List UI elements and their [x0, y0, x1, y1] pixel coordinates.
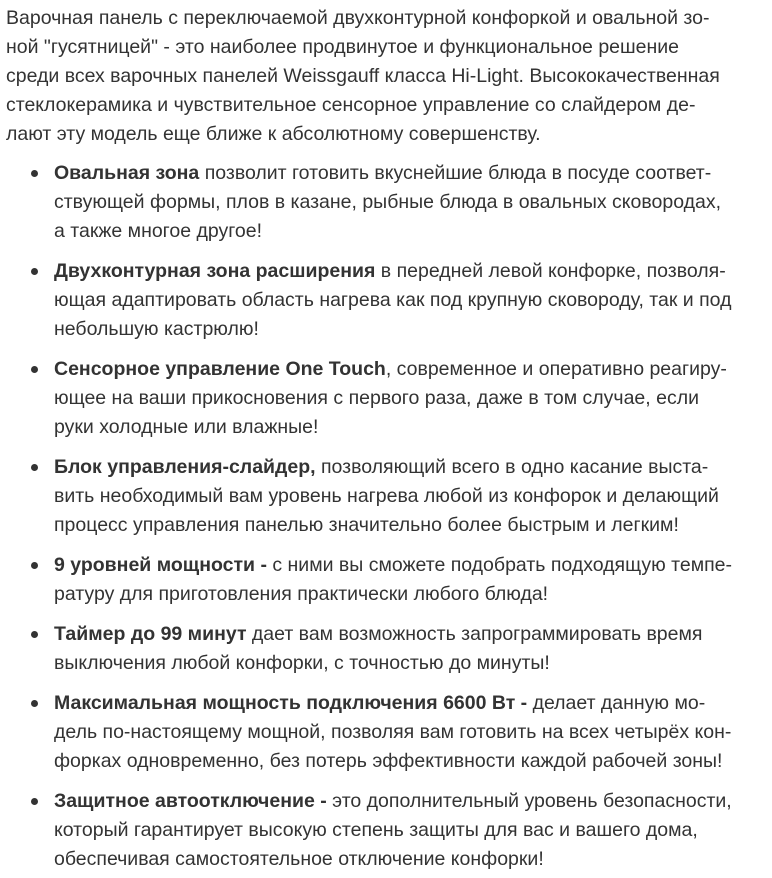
feature-title: Таймер до 99 минут — [54, 623, 247, 645]
intro-line: среди всех варочных панелей Weissgauff класса Hi-Light. Высококачественная — [6, 65, 720, 87]
feature-item-touch-control — [54, 355, 760, 442]
feature-title: Блок управления-слайдер, — [54, 456, 316, 478]
feature-title: 9 уровней мощности - — [54, 554, 267, 576]
intro-line: лают эту модель еще ближе к абсолютному совершенству. — [6, 123, 541, 145]
feature-title: Защитное автоотключение - — [54, 790, 327, 812]
feature-text: обеспечивая самостоятельное отключение конфорки! — [54, 848, 544, 870]
feature-text: процесс управления панелью значительно более быстрым и легким! — [54, 514, 679, 536]
intro-line: Варочная панель с переключаемой двухконтурной конфоркой и овальной зо- — [6, 7, 710, 29]
feature-text: это дополнительный уровень безопасности, — [326, 790, 732, 812]
feature-item-power-levels — [54, 551, 760, 609]
feature-text: в передней левой конфорке, позволя- — [375, 260, 726, 282]
feature-text: а также многое другое! — [54, 220, 263, 242]
feature-title: Максимальная мощность подключения 6600 Вт - — [54, 692, 528, 714]
feature-text: вить необходимый вам уровень нагрева любой из конфорок и делающий — [54, 485, 719, 507]
feature-text: ющее на ваши прикосновения с первого раза, даже в том случае, если — [54, 387, 699, 409]
intro-line: ной "гусятницей" - это наиболее продвинутое и функциональное решение — [6, 36, 679, 58]
feature-text: дает вам возможность запрограммировать время — [246, 623, 703, 645]
feature-item-timer — [54, 620, 760, 678]
feature-text: позволит готовить вкуснейшие блюда в посуде соответ- — [199, 162, 712, 184]
feature-text: который гарантирует высокую степень защиты для вас и вашего дома, — [54, 819, 698, 841]
feature-title: Сенсорное управление One Touch — [54, 358, 386, 380]
feature-title: Двухконтурная зона расширения — [54, 260, 376, 282]
feature-list — [6, 159, 760, 874]
feature-title: Овальная зона — [54, 162, 200, 184]
feature-text: делает данную мо- — [527, 692, 706, 714]
feature-item-dual-zone — [54, 257, 760, 344]
feature-text: с ними вы сможете подобрать подходящую темпе- — [266, 554, 733, 576]
feature-item-oval-zone — [54, 159, 760, 246]
feature-item-max-power — [54, 689, 760, 776]
feature-text: дель по-настоящему мощной, позволяя вам готовить на всех четырёх кон- — [54, 721, 732, 743]
feature-text: небольшую кастрюлю! — [54, 318, 259, 340]
feature-text: выключения любой конфорки, с точностью до минуты! — [54, 652, 550, 674]
feature-text: ратуру для приготовления практически любого блюда! — [54, 583, 549, 605]
feature-item-slider — [54, 453, 760, 540]
feature-item-auto-shutoff — [54, 787, 760, 874]
feature-text: , современное и оперативно реагиру- — [385, 358, 727, 380]
feature-text: руки холодные или влажные! — [54, 416, 319, 438]
feature-text: ющая адаптировать область нагрева как под крупную сковороду, так и под — [54, 289, 732, 311]
intro-paragraph — [6, 4, 760, 149]
feature-text: ствующей формы, плов в казане, рыбные блюда в овальных сковородах, — [54, 191, 721, 213]
feature-text: форках одновременно, без потерь эффективности каждой рабочей зоны! — [54, 750, 723, 772]
intro-line: стеклокерамика и чувствительное сенсорное управление со слайдером де- — [6, 94, 696, 116]
feature-text: позволяющий всего в одно касание выста- — [315, 456, 709, 478]
